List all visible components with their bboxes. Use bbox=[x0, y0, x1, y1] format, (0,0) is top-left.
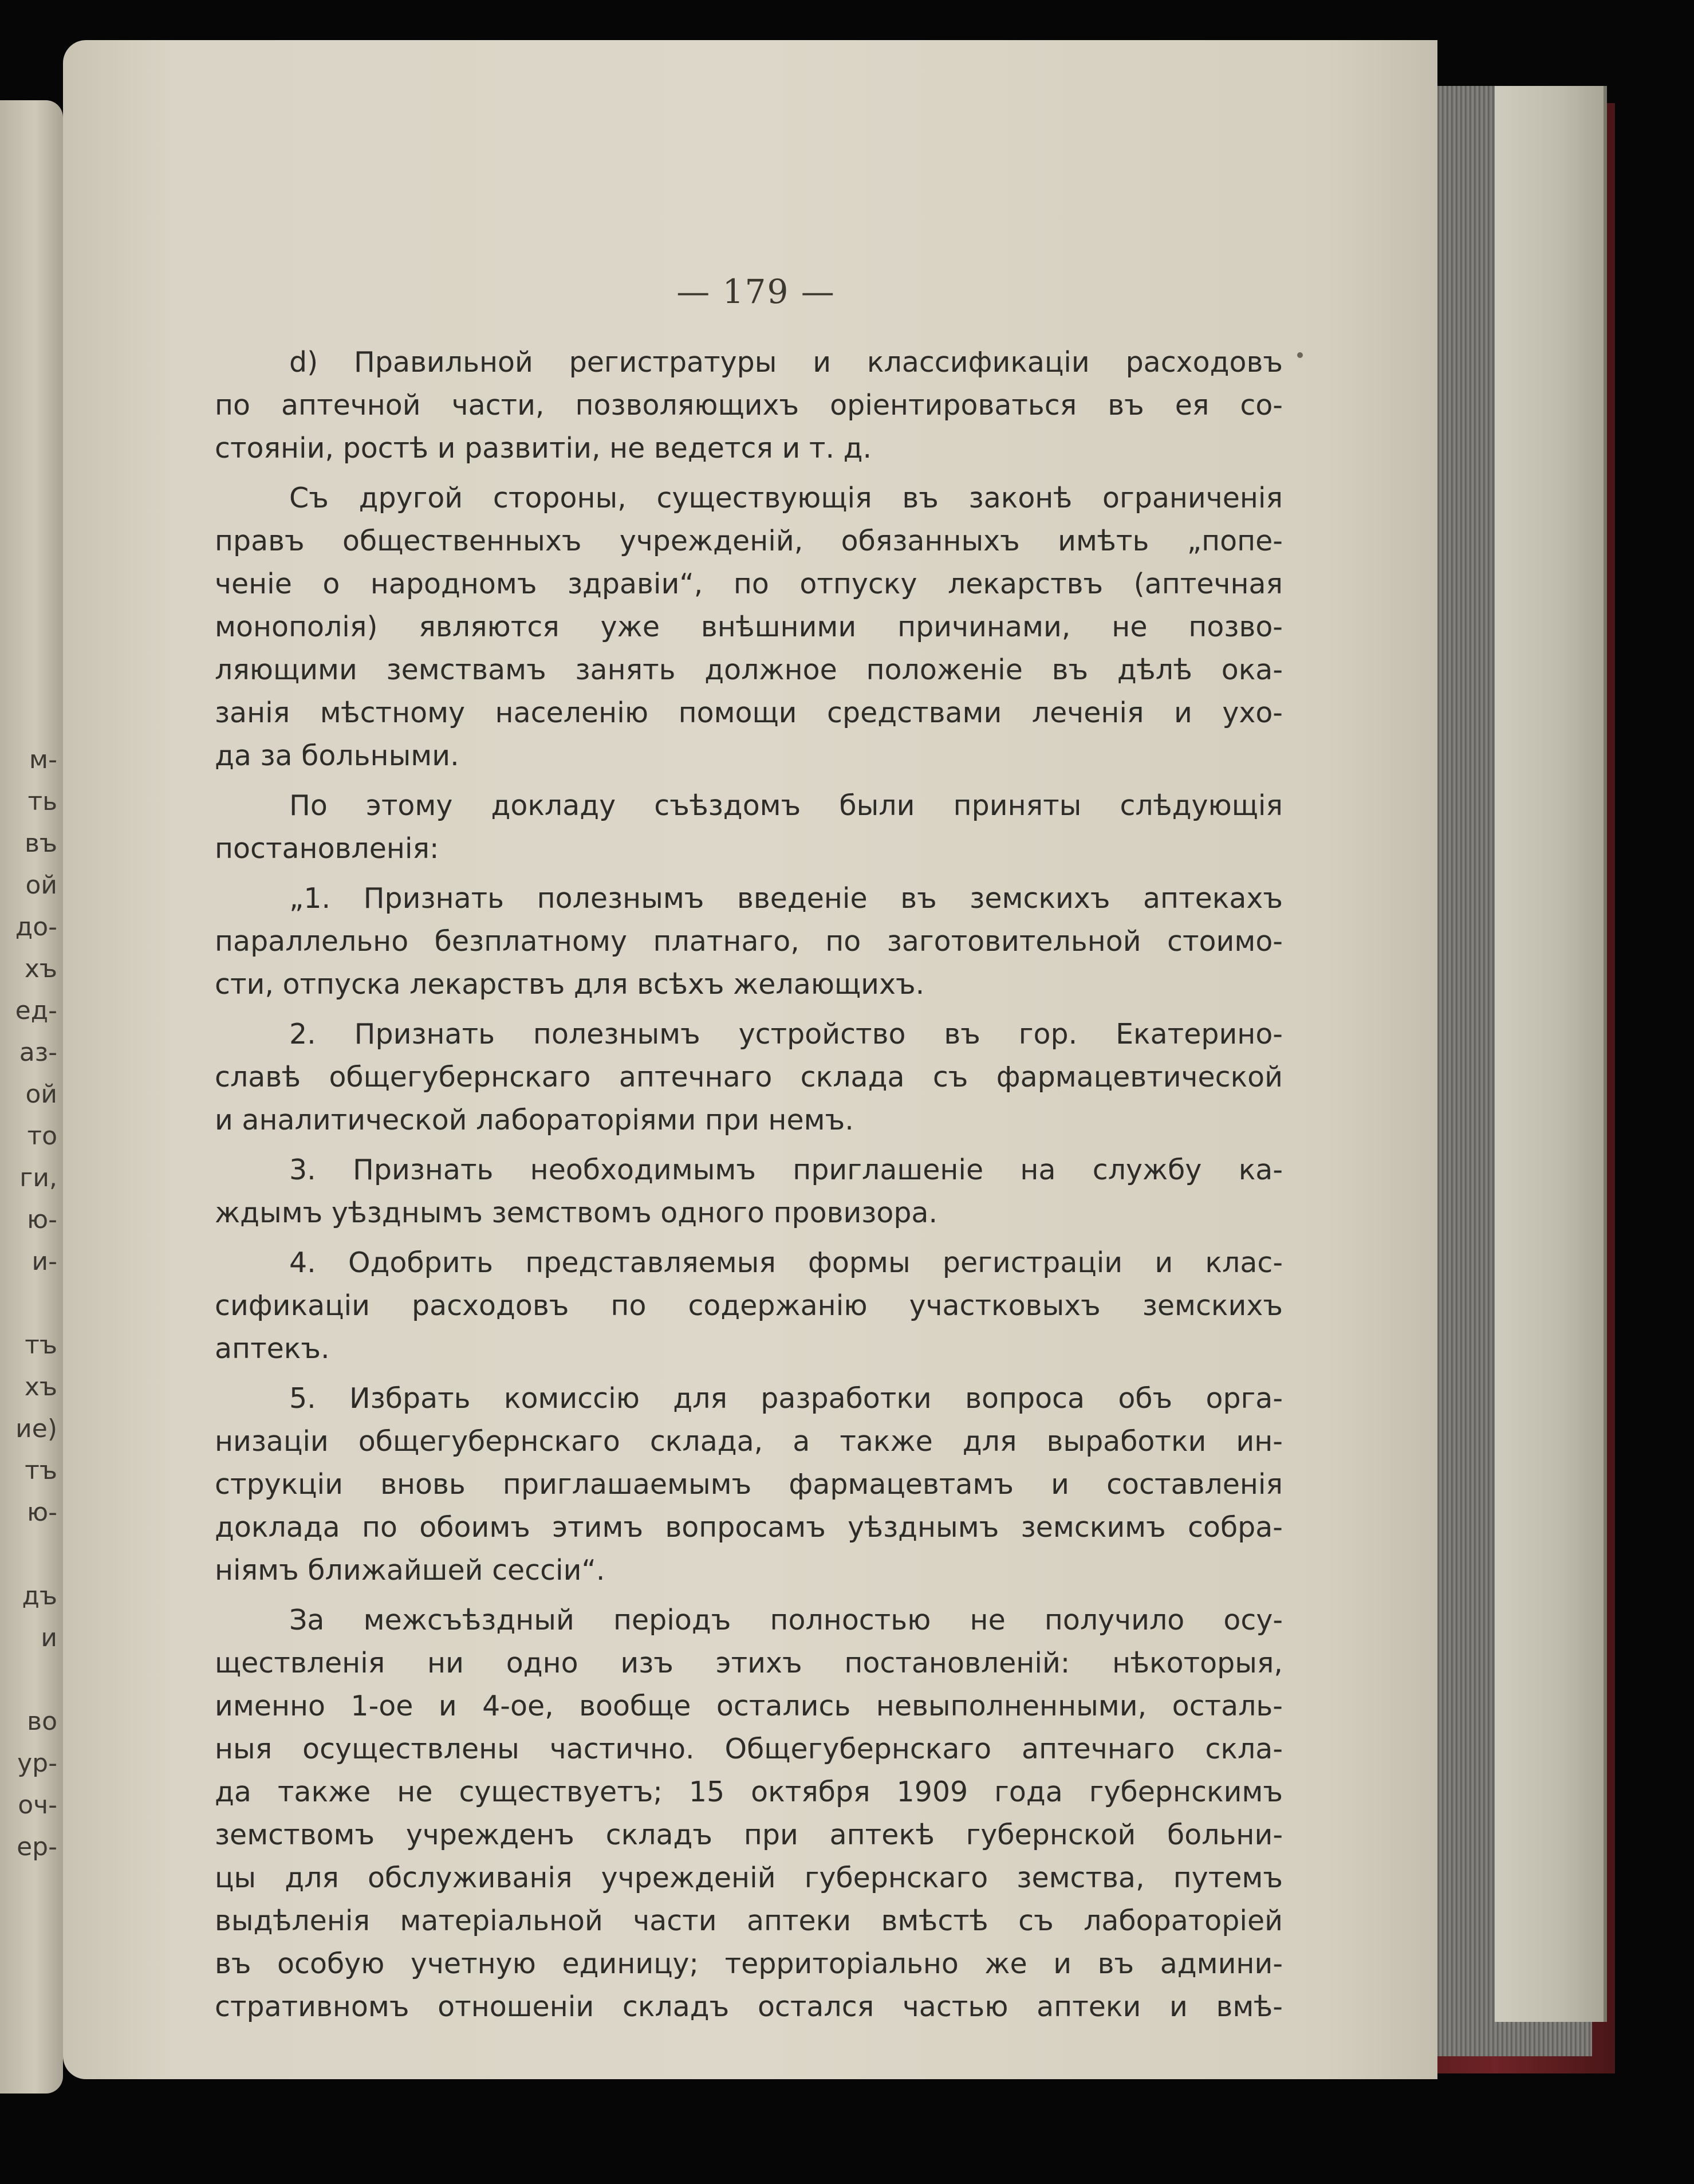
text-line: d) Правильной регистратуры и классификаціи расходовъ bbox=[289, 346, 1283, 379]
text-line: именно 1-ое и 4-ое, вообще остались невыполненными, осталь- bbox=[215, 1690, 1283, 1722]
left-page-fragment: ур- bbox=[17, 1749, 57, 1778]
left-page-fragment: аз- bbox=[19, 1038, 57, 1067]
text-line: 5. Избрать комиссію для разработки вопроса объ орга- bbox=[289, 1382, 1283, 1415]
text-line: струкціи вновь приглашаемымъ фармацевтамъ и составленія bbox=[215, 1468, 1283, 1501]
left-page-fragment: м- bbox=[29, 745, 57, 774]
text-line: сти, отпуска лекарствъ для всѣхъ желающихъ. bbox=[215, 968, 925, 1001]
left-page-fragment bbox=[0, 1659, 63, 1701]
text-line: постановленія: bbox=[215, 832, 439, 865]
text-line: ченіе о народномъ здравіи“, по отпуску лекарствъ (аптечная bbox=[215, 568, 1283, 600]
left-page-fragment: хъ bbox=[24, 954, 57, 983]
text-line: славѣ общегубернскаго аптечнаго склада съ фармацевтической bbox=[215, 1061, 1283, 1093]
page-stack-edge bbox=[1495, 86, 1607, 2022]
body-text bbox=[215, 341, 1283, 2028]
text-line: низаціи общегубернскаго склада, а также для выработки ин- bbox=[215, 1425, 1283, 1458]
text-line: параллельно безплатному платнаго, по заготовительной стоимо- bbox=[215, 925, 1283, 958]
text-line: по аптечной части, позволяющихъ оріентироваться въ ея со- bbox=[215, 389, 1283, 422]
left-page-fragment: во bbox=[27, 1707, 57, 1736]
book-page bbox=[63, 40, 1437, 2079]
left-page-fragment: ой bbox=[25, 871, 57, 900]
text-line: За межсъѣздный періодъ полностью не получило осу- bbox=[289, 1604, 1283, 1636]
text-line: доклада по обоимъ этимъ вопросамъ уѣзднымъ земскимъ собра- bbox=[215, 1511, 1283, 1544]
left-page-fragment: дъ bbox=[22, 1581, 57, 1611]
text-line: и аналитической лабораторіями при немъ. bbox=[215, 1104, 854, 1136]
text-line: Съ другой стороны, существующія въ законѣ ограниченія bbox=[289, 482, 1283, 514]
left-page-fragment bbox=[0, 1533, 63, 1575]
text-line: стояніи, ростѣ и развитіи, не ведется и т. д. bbox=[215, 432, 872, 465]
page-number: — 179 — bbox=[676, 272, 836, 311]
text-line: „1. Признать полезнымъ введеніе въ земскихъ аптекахъ bbox=[289, 882, 1283, 915]
text-line: 3. Признать необходимымъ приглашеніе на службу ка- bbox=[289, 1154, 1283, 1186]
left-page-fragment: оч- bbox=[18, 1791, 57, 1820]
text-line: аптекъ. bbox=[215, 1332, 330, 1365]
text-line: монополія) являются уже внѣшними причинами, не позво- bbox=[215, 611, 1283, 643]
text-line: цы для обслуживанія учрежденій губернскаго земства, путемъ bbox=[215, 1862, 1283, 1894]
text-line: да также не существуетъ; 15 октября 1909 года губернскимъ bbox=[215, 1776, 1283, 1808]
left-page-fragment: въ bbox=[24, 829, 57, 858]
text-line: ныя осуществлены частично. Общегубернскаго аптечнаго скла- bbox=[215, 1733, 1283, 1765]
text-line: стративномъ отношеніи складъ остался частью аптеки и вмѣ- bbox=[215, 1990, 1283, 2023]
left-page-fragment: и bbox=[41, 1623, 57, 1652]
left-page-fragment: то bbox=[27, 1121, 57, 1151]
left-page-fragment: ед- bbox=[15, 996, 57, 1025]
text-line: занія мѣстному населенію помощи средствами леченія и ухо- bbox=[215, 696, 1283, 729]
left-page-fragment: хъ bbox=[24, 1372, 57, 1402]
text-line: ществленія ни одно изъ этихъ постановленій: нѣкоторыя, bbox=[215, 1647, 1283, 1679]
ink-speck bbox=[1297, 352, 1303, 358]
left-page-fragment: тъ bbox=[25, 1331, 57, 1360]
left-page-fragment bbox=[0, 1282, 63, 1324]
left-page-fragment: ги, bbox=[19, 1163, 57, 1193]
text-line: выдѣленія матеріальной части аптеки вмѣстѣ съ лабораторіей bbox=[215, 1904, 1283, 1937]
left-page-fragment: ер- bbox=[17, 1832, 57, 1862]
text-line: ніямъ ближайшей сессіи“. bbox=[215, 1554, 605, 1587]
text-line: ждымъ уѣзднымъ земствомъ одного провизора. bbox=[215, 1197, 938, 1229]
text-line: да за больными. bbox=[215, 739, 459, 772]
text-line: 2. Признать полезнымъ устройство въ гор. Екатерино- bbox=[289, 1018, 1283, 1050]
text-line: 4. Одобрить представляемыя формы регистраціи и клас- bbox=[289, 1246, 1283, 1279]
text-line: земствомъ учрежденъ складъ при аптекѣ губернской больни- bbox=[215, 1819, 1283, 1851]
left-page-fragment: ть bbox=[27, 787, 57, 816]
text-line: въ особую учетную единицу; территоріально же и въ админи- bbox=[215, 1947, 1283, 1980]
left-page-cut-text bbox=[0, 739, 63, 1868]
text-line: По этому докладу съѣздомъ были приняты слѣдующія bbox=[289, 789, 1283, 822]
left-page-fragment: ой bbox=[25, 1080, 57, 1109]
left-page-fragment: ю- bbox=[27, 1498, 57, 1527]
left-page-fragment: до- bbox=[15, 912, 57, 942]
text-line: правъ общественныхъ учрежденій, обязанныхъ имѣть „попе- bbox=[215, 525, 1283, 557]
text-line: сификаціи расходовъ по содержанію участковыхъ земскихъ bbox=[215, 1289, 1283, 1322]
text-line: ляющими земствамъ занять должное положеніе въ дѣлѣ ока- bbox=[215, 654, 1283, 686]
left-page-fragment: тъ bbox=[25, 1456, 57, 1485]
left-page-fragment: и- bbox=[31, 1247, 57, 1276]
left-page-fragment: ю- bbox=[27, 1205, 57, 1234]
left-page-fragment: ие) bbox=[15, 1414, 57, 1443]
